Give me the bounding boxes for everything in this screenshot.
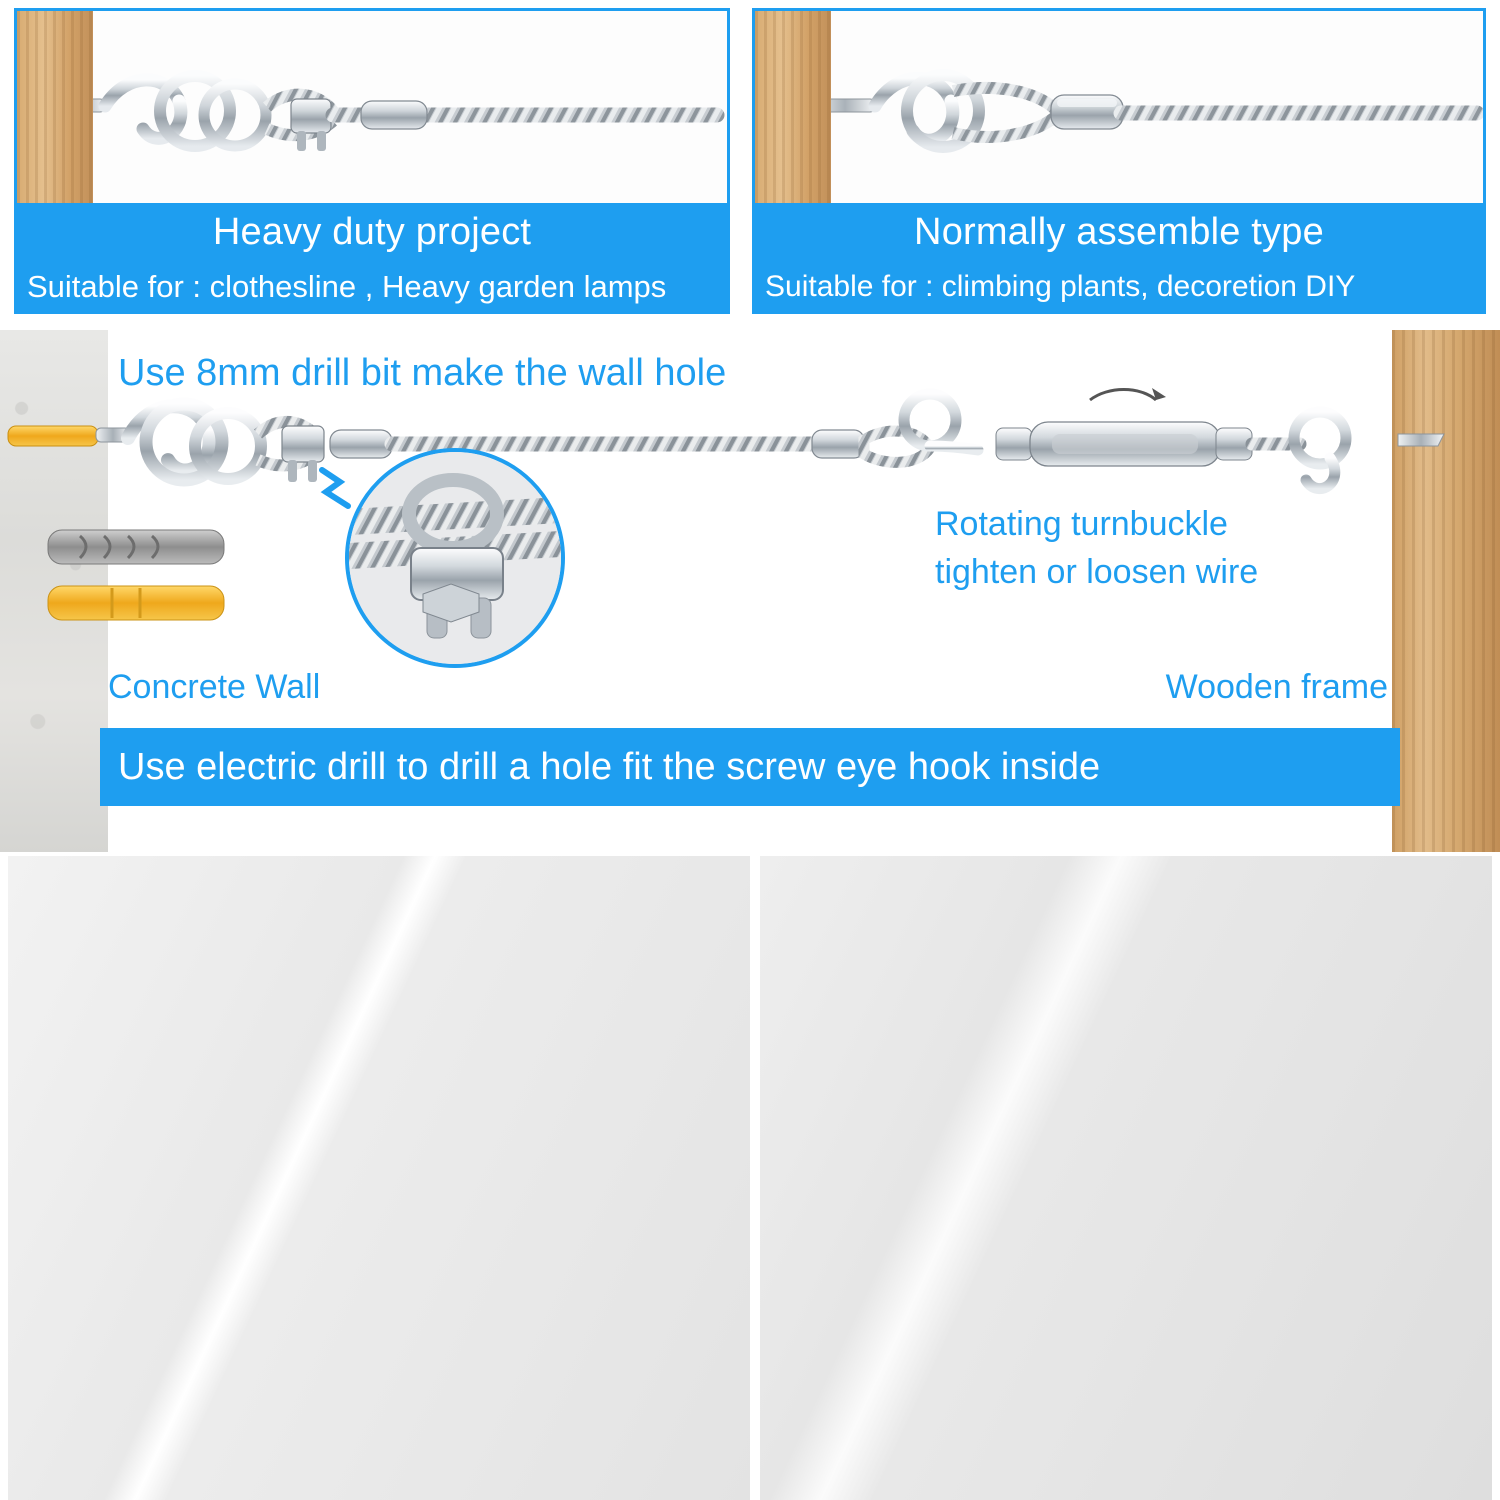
bottom-photo-right bbox=[760, 856, 1492, 1500]
panel-heavy-duty bbox=[14, 8, 730, 314]
drill-bit-instruction: Use 8mm drill bit make the wall hole bbox=[118, 352, 727, 394]
wood-surface bbox=[17, 11, 93, 203]
panel-normal-assemble bbox=[752, 8, 1486, 314]
magnifier-inset bbox=[345, 448, 565, 668]
top-panels-row bbox=[0, 0, 1500, 322]
concrete-wall-label: Concrete Wall bbox=[108, 668, 321, 706]
turnbuckle-label-line2: tighten or loosen wire bbox=[935, 553, 1259, 591]
drill-instruction-text: Use electric drill to drill a hole fit the screw eye hook inside bbox=[118, 746, 1101, 788]
panel-right-title: Normally assemble type bbox=[755, 203, 1483, 261]
panel-right-subtitle: Suitable for : climbing plants, decoretion DIY bbox=[755, 261, 1483, 313]
panel-left-subtitle: Suitable for : clothesline , Heavy garden lamps bbox=[17, 261, 727, 313]
bottom-photo-left bbox=[8, 856, 750, 1500]
wooden-frame-label: Wooden frame bbox=[1165, 668, 1388, 706]
wood-surface bbox=[755, 11, 831, 203]
photo-background bbox=[8, 856, 750, 1500]
turnbuckle-label-line1: Rotating turnbuckle bbox=[935, 505, 1228, 543]
drill-instruction-banner bbox=[100, 728, 1400, 806]
turnbuckle-label bbox=[935, 500, 1258, 596]
bottom-photos-row bbox=[0, 856, 1500, 1500]
wire-rope-clip-closeup bbox=[349, 452, 561, 664]
hook-clip-assembly-illustration bbox=[17, 11, 727, 203]
panel-left-title: Heavy duty project bbox=[17, 203, 727, 261]
ferrule-loop-assembly-illustration bbox=[755, 11, 1483, 203]
installation-diagram bbox=[0, 330, 1500, 852]
photo-background bbox=[760, 856, 1492, 1500]
panel-left-photo bbox=[17, 11, 727, 203]
panel-right-photo bbox=[755, 11, 1483, 203]
